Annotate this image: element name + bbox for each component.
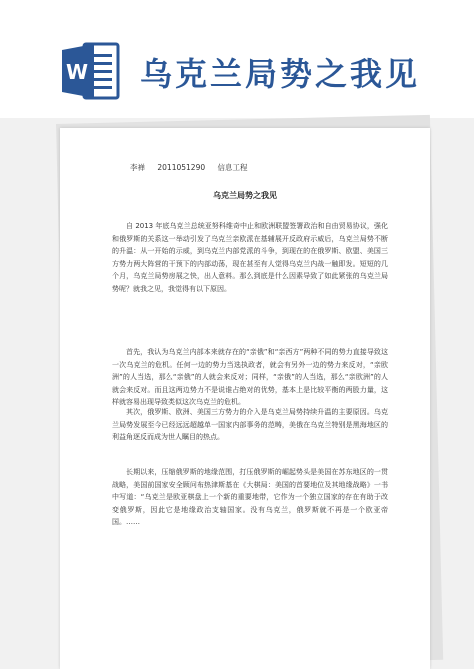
paragraph-3: 其次，俄罗斯、欧洲、美国三方势力的介入是乌克兰局势持续升温的主要原因。乌克兰局势发展至今已经远远超越单一国家内部事务的范畴，美俄在乌克兰特别是黑海地区的利益角逐反而成为世人瞩目的热点。 — [112, 408, 388, 442]
paragraph-1: 自 2013 年底乌克兰总统亚努科维奇中止和欧洲联盟签署政治和自由贸易协议，强化和俄罗斯的关系这一举动引发了乌克兰亲欧派在基辅展开反政府示威后，乌克兰局势不断的升温：从一开始的示威，到乌克兰内部党派的斗争，到现在的在俄罗斯、欧盟、美国三方势力两大阵营的干预下的内部动荡，现在甚至有人觉得乌克兰内战一触即发。短短的几个月，乌克兰局势房展之快，出人意料。那么到底是什么因素导致了如此紧张的乌克兰局势呢？就我之见，我觉得有以下原因。 — [112, 222, 388, 293]
author-line — [130, 162, 258, 173]
essay-title: 乌克兰局势之我见 — [213, 191, 277, 200]
word-document-icon — [62, 40, 122, 102]
logo-letter: W — [65, 60, 89, 84]
department: 信息工程 — [217, 163, 248, 172]
document-page — [60, 128, 430, 669]
author-name: 李禅 — [130, 163, 145, 172]
paragraph-4: 长期以来，压缩俄罗斯的地缘范围，打压俄罗斯的崛起势头是美国在苏东地区的一贯战略，美国前国家安全顾问布热津斯基在《大棋局：美国的首要地位及其地缘战略》一书中写道：“乌克兰是欧亚棋盘上一个新的重要地带，它作为一个独立国家的存在有助于改变俄罗斯，因此它是地缘政治支轴国家。没有乌克兰，俄罗斯就不再是一个欧亚帝国。…… — [112, 468, 388, 527]
paragraph-2: 首先，我认为乌克兰内部本来就存在的“亲俄”和“亲西方”两种不同的势力直接导致这一次乌克兰的危机。任何一边的势力当选执政者，就会有另外一边的势力来反对，“亲欧洲”的人当选，那么“亲俄”的人就会来反对；同样，“亲俄”的人当选，那么“亲欧洲”的人就会来反对。而且这两边势力不是说谁占绝对的优势，基本上是比较平衡的两股力量，这样就容易出现导致类似这次乌克兰的危机。 — [112, 348, 388, 407]
document-preview-area — [0, 118, 474, 669]
header-banner — [0, 0, 474, 118]
banner-title: 乌克兰局势之我见 — [140, 55, 421, 93]
student-id: 2011051290 — [157, 163, 206, 172]
